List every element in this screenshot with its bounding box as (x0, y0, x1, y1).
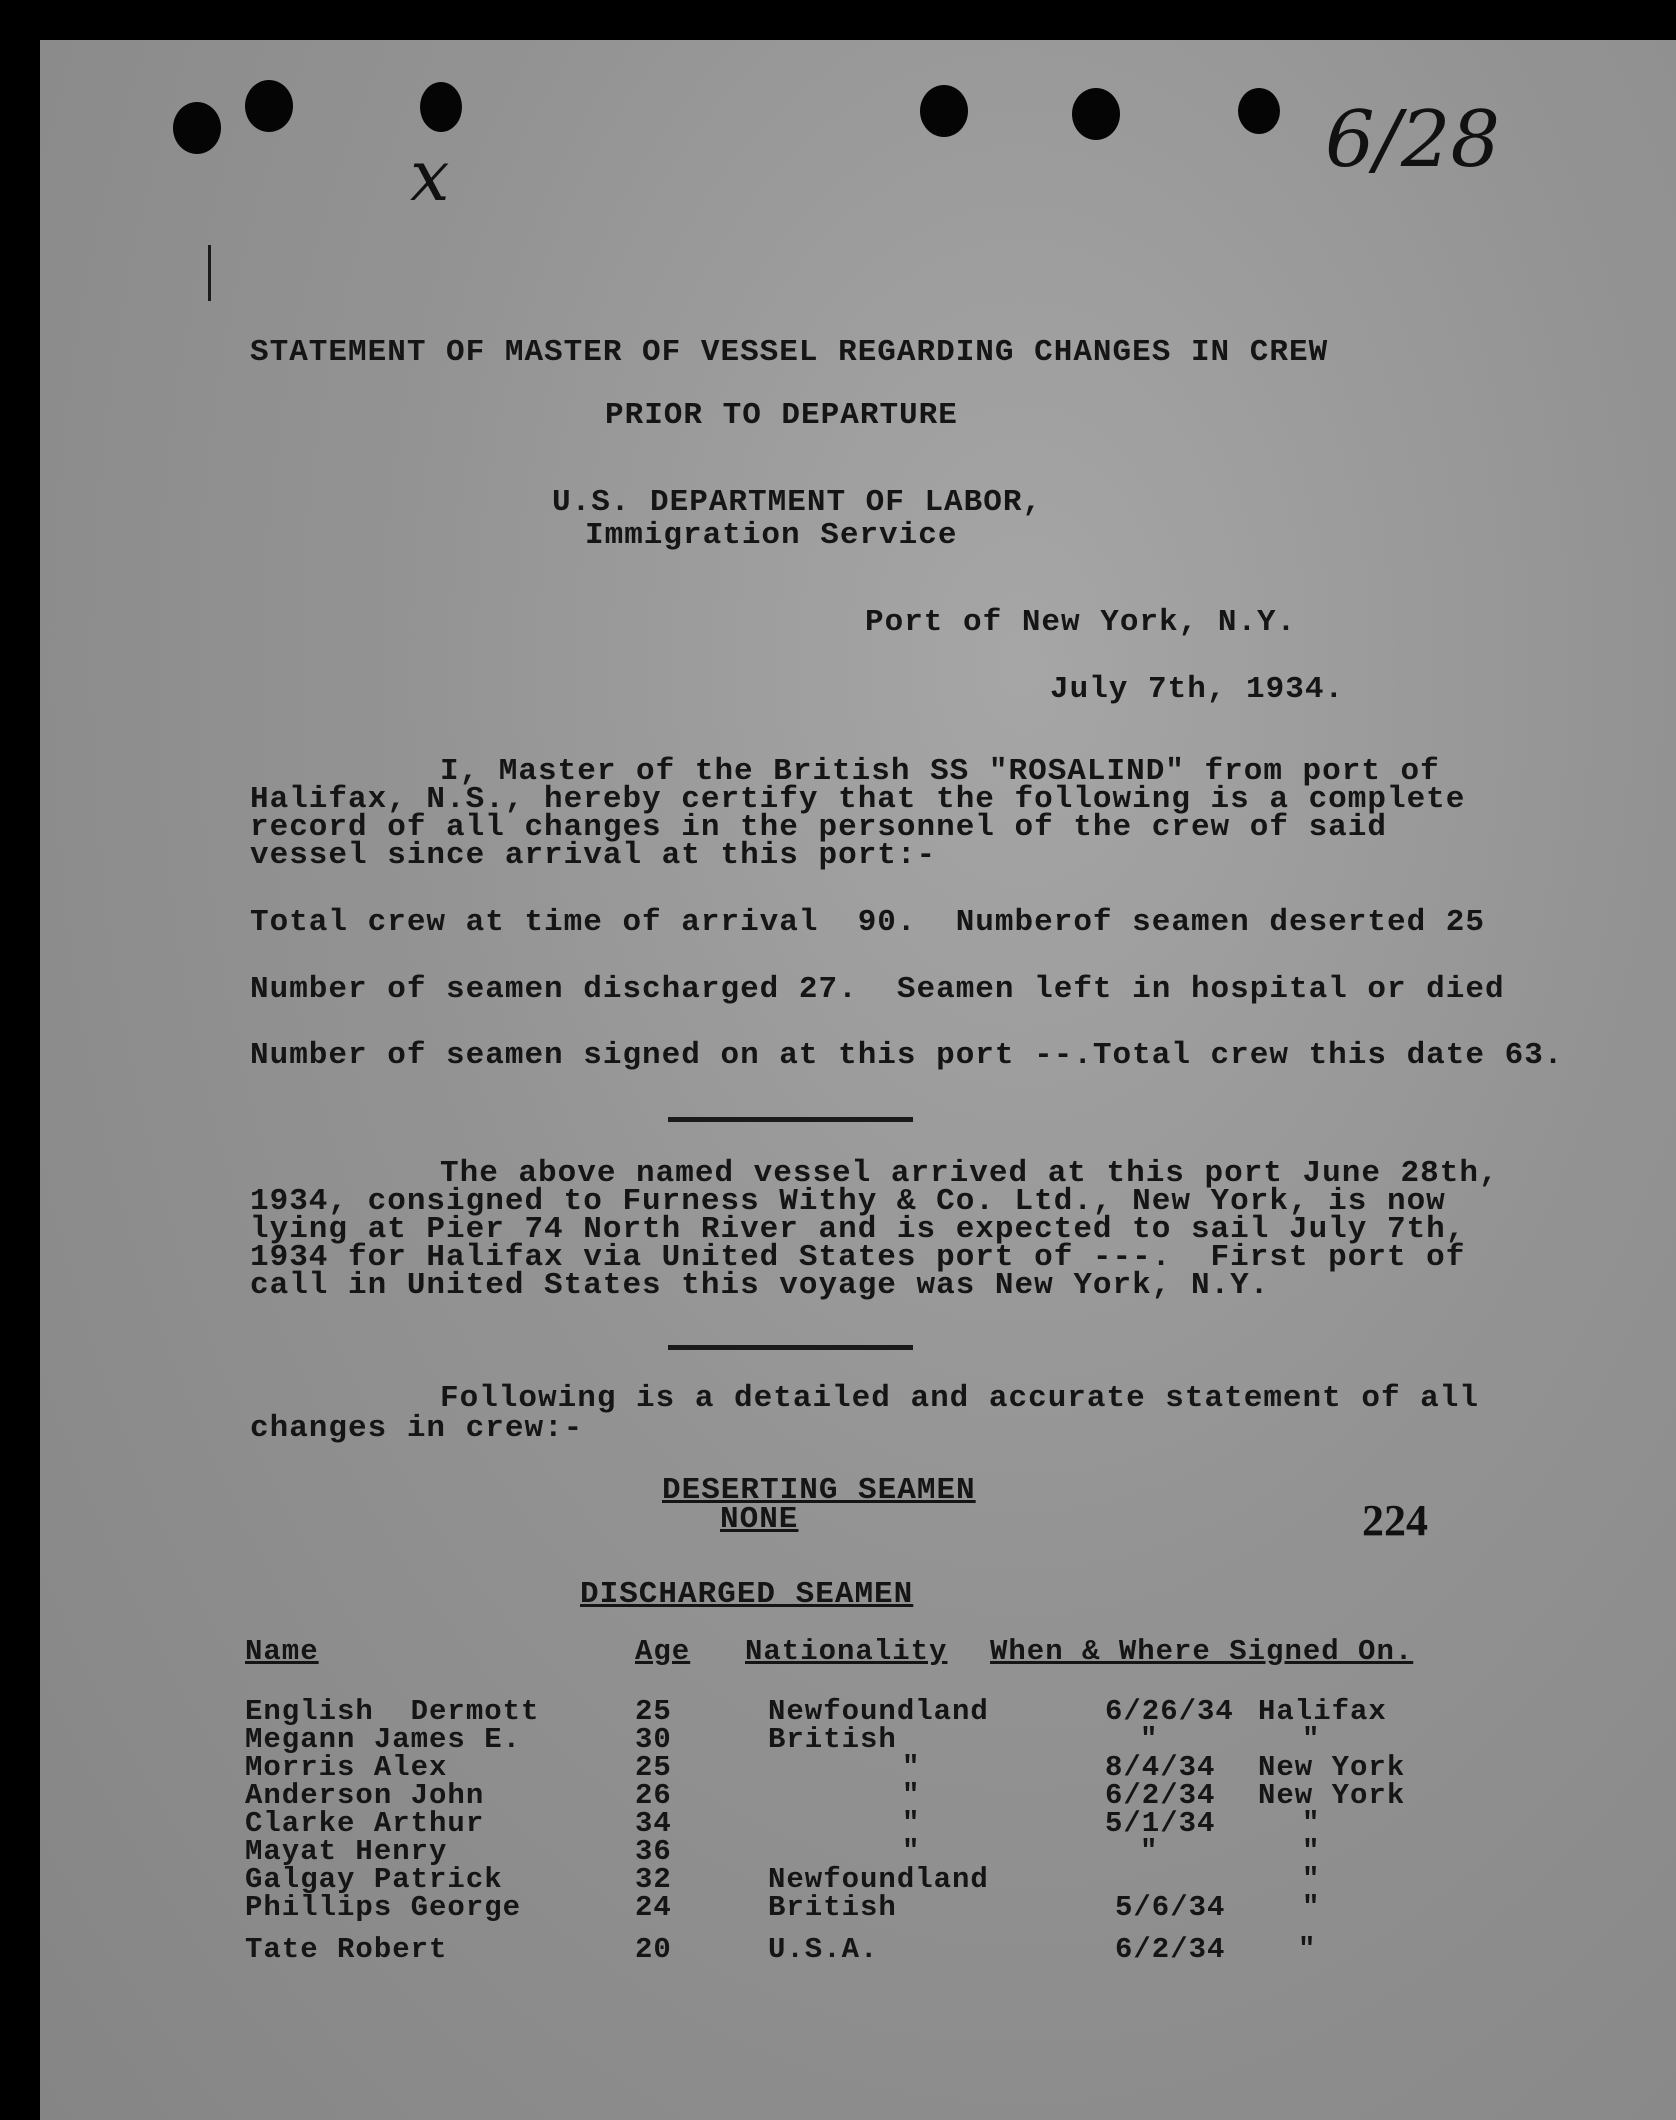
seaman-name: Tate Robert (245, 1933, 448, 1966)
department-service: Immigration Service (585, 518, 958, 553)
seaman-name: Anderson John (245, 1779, 485, 1812)
seaman-age: 26 (635, 1779, 672, 1812)
certification-line-3: record of all changes in the personnel of the crew of said (250, 810, 1387, 845)
seaman-name: Galgay Patrick (245, 1863, 503, 1896)
signed-on-date: 8/4/34 (1105, 1751, 1216, 1784)
divider-rule (668, 1117, 913, 1122)
handwritten-mark: x (410, 135, 450, 217)
signed-on-place: New York (1258, 1751, 1406, 1784)
signed-on-date: 6/2/34 (1115, 1933, 1226, 1966)
arrival-line-3: lying at Pier 74 North River and is expected to sail July 7th, (250, 1212, 1466, 1247)
totals-line-2: Number of seamen discharged 27. Seamen left in hospital or died (250, 972, 1505, 1007)
signed-on-date: 5/1/34 (1105, 1807, 1216, 1840)
table-row (40, 1723, 1676, 1756)
seaman-nationality: British (768, 1723, 897, 1756)
seaman-age: 20 (635, 1933, 672, 1966)
discharged-table (40, 1635, 1676, 2035)
seaman-name: Morris Alex (245, 1751, 448, 1784)
totals-line-3: Number of seamen signed on at this port --.Total crew this date 63. (250, 1038, 1564, 1073)
page-number-stamp: 224 (1362, 1496, 1428, 1545)
table-row (40, 1933, 1676, 1966)
seaman-nationality: Newfoundland (768, 1863, 989, 1896)
divider-rule (668, 1345, 913, 1350)
seaman-name: English Dermott (245, 1695, 540, 1728)
table-row (40, 1807, 1676, 1840)
punch-hole (920, 85, 968, 137)
punch-hole (245, 80, 293, 132)
table-row (40, 1751, 1676, 1784)
table-header (40, 1635, 1676, 1668)
seaman-age: 32 (635, 1863, 672, 1896)
seaman-age: 25 (635, 1751, 672, 1784)
signed-on-date: " (1140, 1723, 1159, 1756)
following-line-1: Following is a detailed and accurate statement of all (440, 1381, 1479, 1416)
seaman-age: 34 (635, 1807, 672, 1840)
signed-on-place: " (1302, 1863, 1321, 1896)
table-row (40, 1863, 1676, 1896)
column-header-age: Age (635, 1635, 691, 1668)
table-row (40, 1779, 1676, 1812)
seaman-nationality: " (902, 1751, 921, 1784)
arrival-line-4: 1934 for Halifax via United States port of ---. First port of (250, 1240, 1466, 1275)
document-title: STATEMENT OF MASTER OF VESSEL REGARDING CHANGES IN CREW (250, 335, 1329, 370)
table-row (40, 1695, 1676, 1728)
port-line: Port of New York, N.Y. (865, 605, 1297, 640)
seaman-nationality: Newfoundland (768, 1695, 989, 1728)
handwritten-reference: 6/28 (1325, 95, 1501, 185)
margin-tick (208, 245, 211, 301)
seaman-name: Phillips George (245, 1891, 522, 1924)
table-row (40, 1835, 1676, 1868)
signed-on-date: 6/2/34 (1105, 1779, 1216, 1812)
column-header-nationality: Nationality (745, 1635, 948, 1668)
certification-line-1: I, Master of the British SS "ROSALIND" from port of (440, 754, 1440, 789)
signed-on-place: " (1298, 1933, 1317, 1966)
seaman-age: 30 (635, 1723, 672, 1756)
signed-on-place: " (1302, 1723, 1321, 1756)
deserting-value: NONE (720, 1502, 799, 1537)
deserting-heading: DESERTING SEAMEN (662, 1473, 976, 1508)
signed-on-place: " (1302, 1891, 1321, 1924)
seaman-age: 24 (635, 1891, 672, 1924)
totals-line-1: Total crew at time of arrival 90. Numberof seamen deserted 25 (250, 905, 1485, 940)
seaman-name: Megann James E. (245, 1723, 522, 1756)
seaman-name: Mayat Henry (245, 1835, 448, 1868)
seaman-nationality: British (768, 1891, 897, 1924)
discharged-heading: DISCHARGED SEAMEN (580, 1577, 914, 1612)
arrival-line-1: The above named vessel arrived at this port June 28th, (440, 1156, 1499, 1191)
signed-on-date: 5/6/34 (1115, 1891, 1226, 1924)
column-header-when-where: When & Where Signed On. (990, 1635, 1414, 1668)
date-line: July 7th, 1934. (1050, 672, 1345, 707)
department-name: U.S. DEPARTMENT OF LABOR, (552, 485, 1043, 520)
column-header-name: Name (245, 1635, 319, 1668)
punch-hole (420, 82, 462, 132)
signed-on-place: New York (1258, 1779, 1406, 1812)
arrival-line-2: 1934, consigned to Furness Withy & Co. Ltd., New York, is now (250, 1184, 1446, 1219)
certification-line-2: Halifax, N.S., hereby certify that the following is a complete (250, 782, 1466, 817)
signed-on-date: " (1140, 1835, 1159, 1868)
punch-hole (1072, 88, 1120, 140)
punch-hole (1238, 88, 1280, 134)
seaman-nationality: " (902, 1779, 921, 1812)
seaman-nationality: " (902, 1807, 921, 1840)
punch-hole (173, 102, 221, 154)
signed-on-place: " (1302, 1835, 1321, 1868)
document-page (40, 40, 1676, 2120)
signed-on-date: 6/26/34 (1105, 1695, 1234, 1728)
seaman-nationality: " (902, 1835, 921, 1868)
document-subtitle: PRIOR TO DEPARTURE (605, 398, 958, 433)
seaman-age: 36 (635, 1835, 672, 1868)
certification-line-4: vessel since arrival at this port:- (250, 838, 937, 873)
seaman-name: Clarke Arthur (245, 1807, 485, 1840)
following-line-2: changes in crew:- (250, 1411, 584, 1446)
table-row (40, 1891, 1676, 1924)
signed-on-place: " (1302, 1807, 1321, 1840)
seaman-age: 25 (635, 1695, 672, 1728)
signed-on-place: Halifax (1258, 1695, 1387, 1728)
seaman-nationality: U.S.A. (768, 1933, 879, 1966)
arrival-line-5: call in United States this voyage was New York, N.Y. (250, 1268, 1270, 1303)
